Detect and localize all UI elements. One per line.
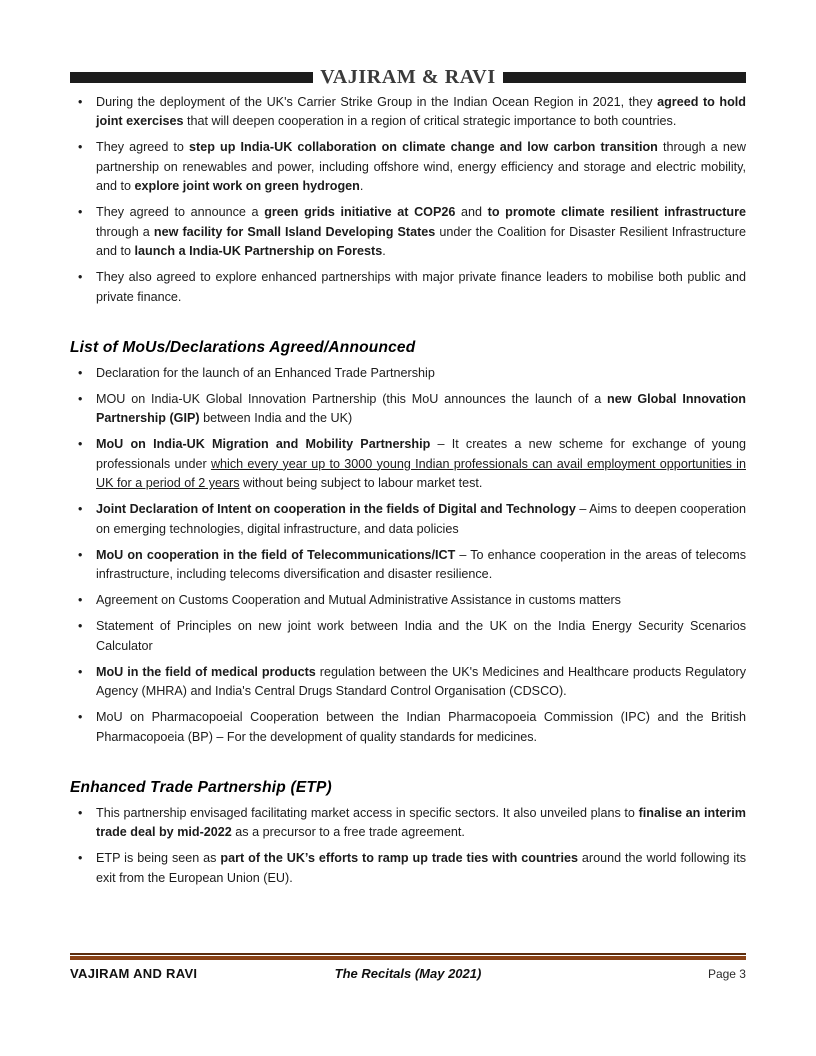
list-item-text: Statement of Principles on new joint work between India and the UK on the India Energy Security Scenarios Calculator bbox=[96, 619, 746, 653]
list-item bbox=[70, 138, 746, 197]
list-item-text: Agreement on Customs Cooperation and Mutual Administrative Assistance in customs matters bbox=[96, 593, 621, 607]
list-item bbox=[70, 500, 746, 539]
section-heading: List of MoUs/Declarations Agreed/Announced bbox=[70, 339, 416, 356]
bullet-icon: • bbox=[78, 140, 83, 154]
bullet-icon: • bbox=[78, 805, 83, 820]
bullet-icon: • bbox=[78, 593, 83, 607]
list-item bbox=[70, 591, 746, 611]
footer-org-name: VAJIRAM AND RAVI bbox=[70, 966, 198, 981]
bullet-icon: • bbox=[78, 270, 83, 284]
list-item-text: This partnership envisaged facilitating market access in specific sectors. It also unveiled plans to finalise an interim trade deal by mid-2022 as a precursor to a free trade agreement. bbox=[96, 805, 747, 839]
document-section bbox=[70, 338, 746, 747]
list-item bbox=[70, 435, 746, 494]
list-item bbox=[70, 93, 746, 132]
list-item-text: During the deployment of the UK's Carrier Strike Group in the Indian Ocean Region in 2021, they agreed to hold joint exercises that will deepen cooperation in a region of critical strategic importance to both countries. bbox=[96, 94, 747, 128]
list-item-text: They also agreed to explore enhanced partnerships with major private finance leaders to mobilise both public and private finance. bbox=[96, 270, 746, 304]
document-section bbox=[70, 93, 746, 308]
list-item bbox=[70, 663, 746, 702]
masthead-bar-right bbox=[503, 72, 746, 83]
footer-page-number: Page 3 bbox=[707, 967, 746, 981]
list-item-text: MoU on Pharmacopoeial Cooperation between the Indian Pharmacopoeia Commission (IPC) and the British Pharmacopoeia (BP) – For the development of quality standards for medicines. bbox=[96, 710, 746, 744]
list-item bbox=[70, 364, 746, 384]
masthead-title: VAJIRAM & RAVI bbox=[320, 66, 496, 88]
footer-publication-title: The Recitals (May 2021) bbox=[334, 966, 482, 981]
masthead-bar-left bbox=[70, 72, 313, 83]
bullet-icon: • bbox=[78, 391, 83, 406]
list-item bbox=[70, 804, 746, 843]
list-item bbox=[70, 203, 746, 262]
list-item-text: They agreed to step up India-UK collaboration on climate change and low carbon transition through a new partnership on renewables and power, including offshore wind, energy efficiency and storage and electric mobility, and to explore joint work on green hydrogen. bbox=[96, 140, 746, 193]
bullet-icon: • bbox=[78, 94, 83, 109]
section-heading: Enhanced Trade Partnership (ETP) bbox=[70, 779, 332, 796]
bullet-icon: • bbox=[78, 619, 83, 633]
bullet-icon: • bbox=[78, 502, 83, 516]
list-item bbox=[70, 546, 746, 585]
list-item bbox=[70, 268, 746, 307]
bullet-icon: • bbox=[78, 851, 83, 865]
footer-rule bbox=[70, 953, 746, 960]
bullet-icon: • bbox=[78, 365, 83, 380]
list-item-text: Declaration for the launch of an Enhanced Trade Partnership bbox=[96, 365, 435, 380]
document-content bbox=[70, 66, 747, 888]
list-item-text: MoU on India-UK Migration and Mobility Partnership – It creates a new scheme for exchange of young professionals under which every year up to 3000 young Indian professionals can avail employment opportunities in UK for a period of 2 years without being subject to labour market test. bbox=[96, 437, 747, 490]
document-section bbox=[70, 778, 746, 888]
bullet-icon: • bbox=[78, 710, 83, 724]
list-item-text: Joint Declaration of Intent on cooperation in the fields of Digital and Technology – Aims to deepen cooperation on emerging technologies, digital infrastructure, and data policies bbox=[96, 502, 746, 536]
masthead bbox=[70, 66, 746, 88]
bullet-icon: • bbox=[78, 547, 83, 562]
list-item-text: MOU on India-UK Global Innovation Partnership (this MoU announces the launch of a new Global Innovation Partnership (GIP) between India and the UK) bbox=[96, 391, 746, 425]
footer-row bbox=[70, 966, 746, 981]
list-item-text: They agreed to announce a green grids initiative at COP26 and to promote climate resilient infrastructure through a new facility for Small Island Developing States under the Coalition for Disaster Resilient Infrastructure and to launch a India-UK Partnership on Forests. bbox=[96, 205, 747, 258]
list-item bbox=[70, 849, 746, 888]
list-item-text: ETP is being seen as part of the UK’s efforts to ramp up trade ties with countries around the world following its exit from the European Union (EU). bbox=[96, 851, 746, 885]
list-item bbox=[70, 390, 746, 429]
page-footer bbox=[70, 953, 746, 981]
document-sections bbox=[70, 93, 746, 889]
list-item bbox=[70, 708, 746, 747]
bullet-icon: • bbox=[78, 664, 83, 679]
list-item-text: MoU in the field of medical products regulation between the UK's Medicines and Healthcare products Regulatory Agency (MHRA) and India's Central Drugs Standard Control Organisation (CDSCO). bbox=[96, 664, 747, 698]
list-item bbox=[70, 617, 746, 656]
list-item-text: MoU on cooperation in the field of Telecommunications/ICT – To enhance cooperation in the areas of telecoms infrastructure, including telecoms diversification and disaster resilience. bbox=[96, 547, 746, 581]
bullet-icon: • bbox=[78, 205, 83, 219]
bullet-icon: • bbox=[78, 437, 83, 451]
